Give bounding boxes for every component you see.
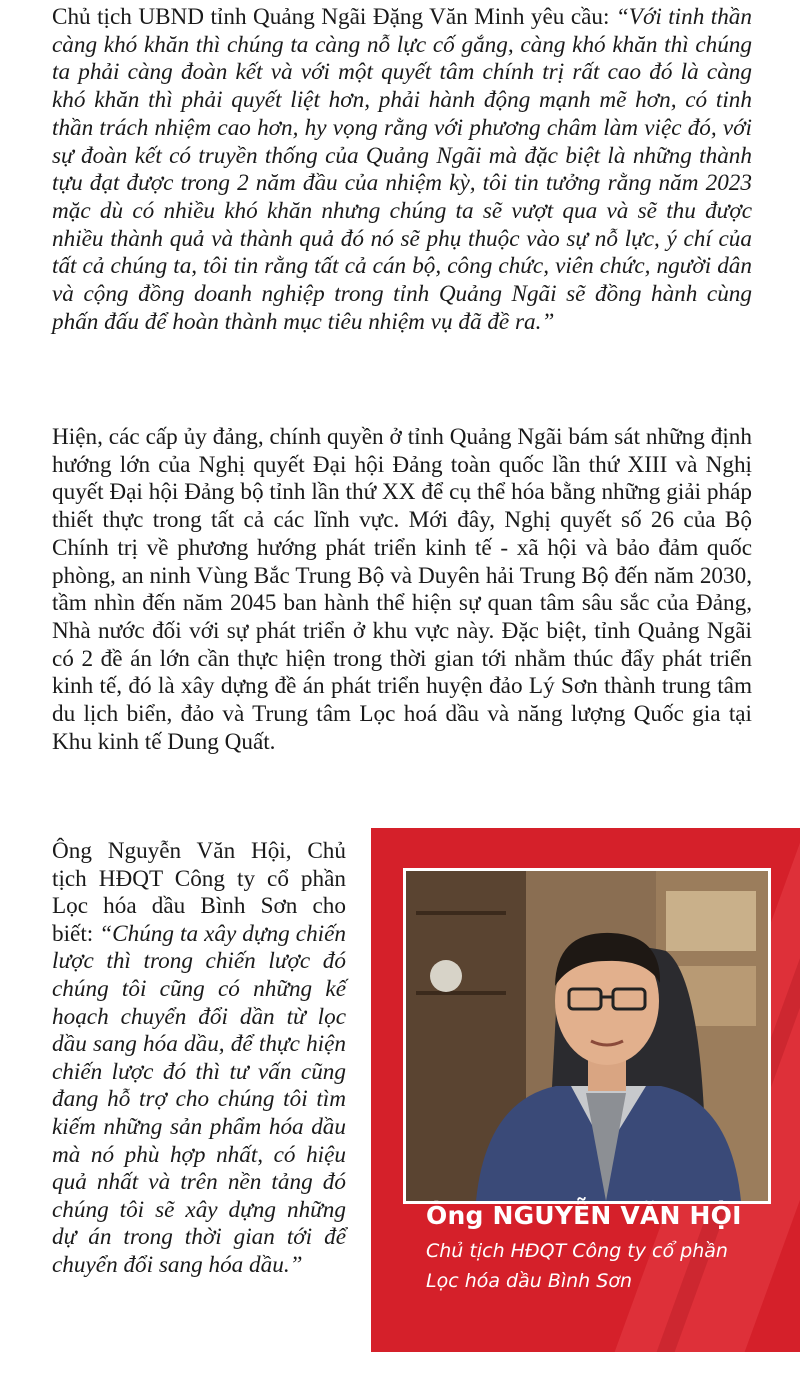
portrait-photo [403,868,771,1204]
paragraph-chairman-statement [52,4,752,336]
profile-role-line1: Chủ tịch HĐQT Công ty cổ phần [426,1240,728,1262]
paragraph-interview [52,838,346,1280]
portrait-illustration [406,871,768,1201]
profile-name: Ông NGUYỄN VĂN HỘI [426,1201,742,1230]
paragraph-intro: Chủ tịch UBND tỉnh Quảng Ngãi Đặng Văn Minh yêu cầu: [52,4,616,30]
profile-role-line2: Lọc hóa dầu Bình Sơn [426,1270,632,1292]
chairman-quote: “Với tinh thần càng khó khăn thì chúng ta càng nỗ lực cố gắng, càng khó khăn thì chúng ta phải càng đoàn kết và với một quyết tâm chính trị rất cao đó là càng khó khăn thì phải quyết liệt hơn, phải hành động mạnh mẽ hơn, có tinh thần trách nhiệm cao hơn, hy vọng rằng với phương châm làm việc đó, với sự đoàn kết có truyền thống của Quảng Ngãi mà đặc biệt là những thành tựu đạt được trong 2 năm đầu của nhiệm kỳ, tôi tin tưởng rằng năm 2023 mặc dù có nhiều khó khăn nhưng chúng ta sẽ vượt qua và sẽ thu được nhiều thành quả và thành quả đó nó sẽ phụ thuộc vào sự nỗ lực, ý chí của tất cả chúng ta, tôi tin rằng tất cả cán bộ, công chức, viên chức, người dân và cộng đồng doanh nghiệp trong tỉnh Quảng Ngãi sẽ đồng hành cùng phấn đấu để hoàn thành mục tiêu nhiệm vụ đã đề ra.” [52,4,752,335]
interview-intro: Ông Nguyễn Văn Hội, Chủ tịch HĐQT Công ty cổ phần Lọc hóa dầu Bình Sơn cho biết: [52,838,346,947]
interview-quote: “Chúng ta xây dựng chiến lược thì trong chiến lược đó chúng tôi cũng có những kế hoạch chuyển đổi dần từ lọc dầu sang hóa dầu, để thực hiện chiến lược đó thì tư vấn cũng đang hỗ trợ cho chúng tôi tìm kiếm những sản phẩm hóa dầu mà nó phù hợp nhất, có hiệu quả nhất và trên nền tảng đó chúng tôi sẽ xây dựng những dự án trong thời gian tới để chuyển đổi sang hóa dầu.” [52,920,346,1278]
paragraph-body: Hiện, các cấp ủy đảng, chính quyền ở tỉnh Quảng Ngãi bám sát những định hướng lớn của Nghị quyết Đại hội Đảng toàn quốc lần thứ XIII và Nghị quyết Đại hội Đảng bộ tỉnh lần thứ XX để cụ thể hóa bằng những giải pháp thiết thực trong tất cả các lĩnh vực. Mới đây, Nghị quyết số 26 của Bộ Chính trị về phương hướng phát triển kinh tế - xã hội và bảo đảm quốc phòng, an ninh Vùng Bắc Trung Bộ và Duyên hải Trung Bộ đến năm 2030, tầm nhìn đến năm 2045 ban hành thể hiện sự quan tâm sâu sắc của Đảng, Nhà nước đối với sự phát triển ở khu vực này. Đặc biệt, tỉnh Quảng Ngãi có 2 đề án lớn cần thực hiện trong thời gian tới nhằm thúc đẩy phát triển kinh tế, đó là xây dựng đề án phát triển huyện đảo Lý Sơn thành trung tâm du lịch biển, đảo và Trung tâm Lọc hoá dầu và năng lượng Quốc gia tại Khu kinh tế Dung Quất. [52,424,752,755]
profile-card [371,828,800,1352]
